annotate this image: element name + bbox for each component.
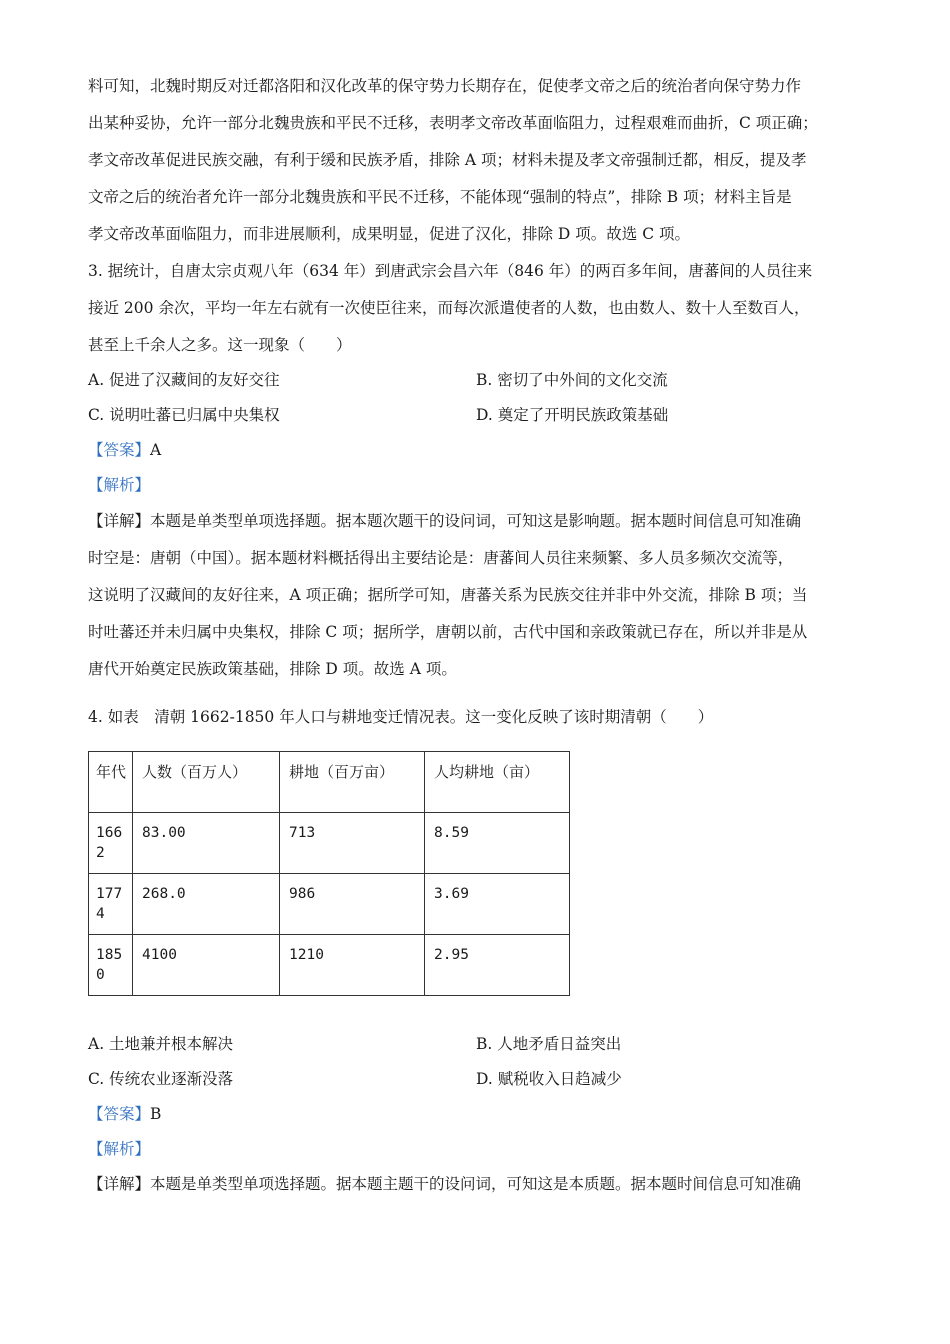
q3-detail-line-1 <box>88 511 863 531</box>
cell-farmland: 713 <box>280 813 425 874</box>
q4-answer <box>88 1104 161 1124</box>
header-farmland: 耕地（百万亩） <box>280 752 425 813</box>
q2-detail-line-3: 孝文帝改革促进民族交融，有利于缓和民族矛盾，排除 A 项；材料未提及孝文帝强制迁都，相反，提及孝 <box>88 151 807 169</box>
answer-value: B <box>150 1105 162 1123</box>
q3-option-b: B. 密切了中外间的文化交流 <box>476 371 668 389</box>
table-header-row <box>89 752 570 813</box>
q2-detail-line-5: 孝文帝改革面临阻力，而非进展顺利，成果明显，促进了汉化，排除 D 项。故选 C 项。 <box>88 225 690 243</box>
q4-analysis-tag: 【解析】 <box>88 1140 151 1158</box>
cell-farmland: 986 <box>280 874 425 935</box>
table-row <box>89 935 570 996</box>
population-farmland-table <box>88 751 570 996</box>
q4-detail-line-1 <box>88 1174 863 1194</box>
header-per-capita: 人均耕地（亩） <box>425 752 570 813</box>
q4-option-d: D. 赋税收入日趋减少 <box>476 1070 622 1088</box>
cell-population: 268.0 <box>133 874 280 935</box>
q3-analysis-tag: 【解析】 <box>88 476 151 494</box>
q3-detail-line-4: 时吐蕃还并未归属中央集权，排除 C 项；据所学，唐朝以前，古代中国和亲政策就已存在，所以并非是从 <box>88 623 808 641</box>
answer-tag: 【答案】 <box>88 1105 151 1123</box>
q2-detail-line-1: 料可知，北魏时期反对迁都洛阳和汉化改革的保守势力长期存在，促使孝文帝之后的统治者向保守势力作 <box>88 77 802 95</box>
answer-tag: 【答案】 <box>88 441 151 459</box>
table-row <box>89 874 570 935</box>
cell-per-capita: 3.69 <box>425 874 570 935</box>
q3-detail-line-2: 时空是：唐朝（中国）。据本题材料概括得出主要结论是：唐蕃间人员往来频繁、多人员多频次交流等， <box>88 549 794 567</box>
q3-option-c: C. 说明吐蕃已归属中央集权 <box>88 406 280 424</box>
q3-detail-line-5: 唐代开始奠定民族政策基础，排除 D 项。故选 A 项。 <box>88 660 457 678</box>
q3-option-a: A. 促进了汉藏间的友好交往 <box>88 371 280 389</box>
q4-option-c: C. 传统农业逐渐没落 <box>88 1070 234 1088</box>
q4-stem: 4. 如表 清朝 1662-1850 年人口与耕地变迁情况表。这一变化反映了该时期清朝（ ） <box>88 708 714 726</box>
detail-text: 本题是单类型单项选择题。据本题次题干的设问词，可知这是影响题。据本题时间信息可知准确 <box>150 512 802 530</box>
cell-year: 1774 <box>89 874 133 935</box>
cell-farmland: 1210 <box>280 935 425 996</box>
detail-text: 本题是单类型单项选择题。据本题主题干的设问词，可知这是本质题。据本题时间信息可知准确 <box>150 1175 802 1193</box>
header-population: 人数（百万人） <box>133 752 280 813</box>
q3-stem-line-3: 甚至上千余人之多。这一现象（ ） <box>88 336 352 354</box>
q3-stem-line-1: 3. 据统计，自唐太宗贞观八年（634 年）到唐武宗会昌六年（846 年）的两百多年间，唐蕃间的人员往来 <box>88 262 813 280</box>
q2-detail-line-2: 出某种妥协，允许一部分北魏贵族和平民不迁移，表明孝文帝改革面临阻力，过程艰难而曲折，C 项正确； <box>88 114 818 132</box>
cell-year: 1662 <box>89 813 133 874</box>
answer-value: A <box>150 441 162 459</box>
header-year: 年代 <box>89 752 133 813</box>
q4-option-b: B. 人地矛盾日益突出 <box>476 1035 622 1053</box>
q3-stem-line-2: 接近 200 余次，平均一年左右就有一次使臣往来，而每次派遣使者的人数，也由数人、数十人至数百人， <box>88 299 810 317</box>
q3-answer <box>88 440 161 460</box>
cell-year: 1850 <box>89 935 133 996</box>
cell-per-capita: 2.95 <box>425 935 570 996</box>
cell-per-capita: 8.59 <box>425 813 570 874</box>
q2-detail-line-4: 文帝之后的统治者允许一部分北魏贵族和平民不迁移，不能体现“强制的特点”，排除 B 项；材料主旨是 <box>88 188 792 206</box>
detail-tag: 【详解】 <box>88 512 151 530</box>
table-row <box>89 813 570 874</box>
q3-detail-line-3: 这说明了汉藏间的友好往来，A 项正确；据所学可知，唐蕃关系为民族交往并非中外交流，排除 B 项；当 <box>88 586 808 604</box>
q4-option-a: A. 土地兼并根本解决 <box>88 1035 234 1053</box>
q3-option-d: D. 奠定了开明民族政策基础 <box>476 406 669 424</box>
detail-tag: 【详解】 <box>88 1175 151 1193</box>
cell-population: 4100 <box>133 935 280 996</box>
cell-population: 83.00 <box>133 813 280 874</box>
